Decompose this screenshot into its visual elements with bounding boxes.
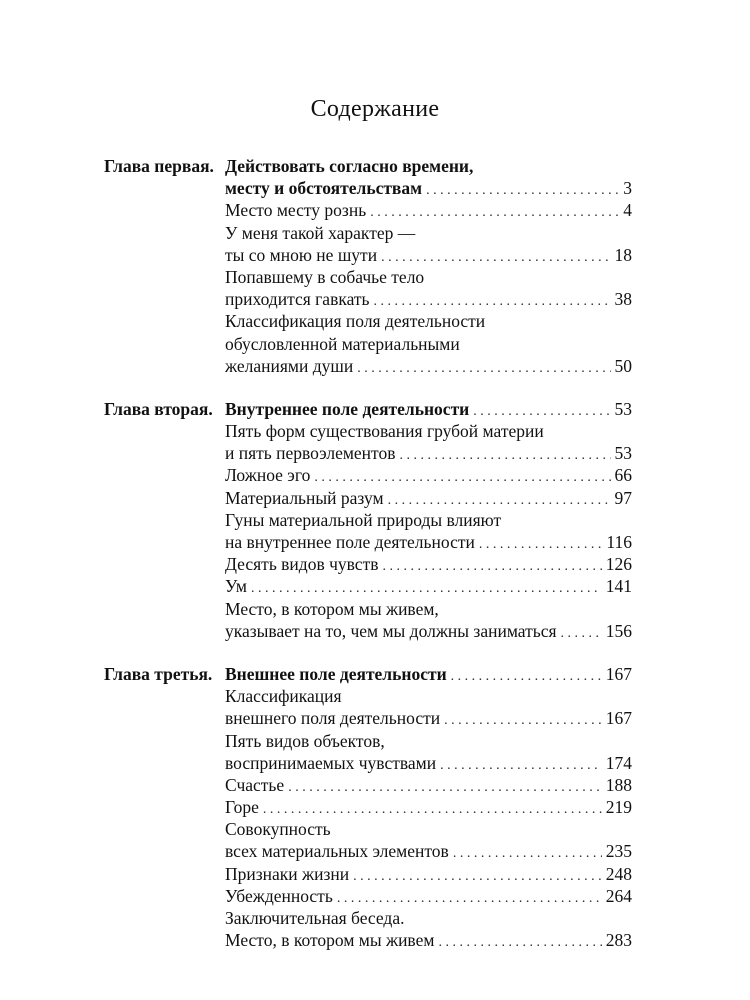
entry-title-line: желаниями души — [225, 355, 354, 376]
toc-line — [104, 730, 632, 752]
page-number: 66 — [614, 465, 632, 486]
toc-line — [104, 553, 632, 575]
chapter-heading-entry — [104, 398, 632, 420]
dot-leader — [353, 866, 602, 888]
entry-title-line: Внутреннее поле деятельности — [225, 398, 470, 419]
toc-line — [104, 487, 632, 509]
toc-line — [104, 575, 632, 597]
page-number: 264 — [605, 885, 632, 906]
toc-line — [104, 752, 632, 774]
toc-line — [104, 907, 632, 929]
dot-leader — [451, 666, 602, 688]
toc-entry — [104, 907, 632, 951]
page-number: 3 — [623, 178, 632, 199]
page-number: 156 — [605, 620, 632, 641]
toc-line — [104, 929, 632, 951]
dot-leader — [561, 623, 602, 645]
toc-entry — [104, 553, 632, 575]
toc-line — [104, 333, 632, 355]
dot-leader — [426, 180, 618, 202]
toc-entry — [104, 818, 632, 862]
toc-line — [104, 663, 632, 685]
toc-line — [104, 707, 632, 729]
page-number: 53 — [614, 398, 632, 419]
toc-line — [104, 620, 632, 642]
toc-entry — [104, 685, 632, 729]
entry-title-line: Место, в котором мы живем, — [225, 598, 439, 619]
toc-entry — [104, 266, 632, 310]
toc-line — [104, 598, 632, 620]
toc-line — [104, 420, 632, 442]
toc-line — [104, 199, 632, 221]
entry-title-line: внешнего поля деятельности — [225, 708, 441, 729]
toc-line — [104, 774, 632, 796]
dot-leader — [382, 556, 601, 578]
entry-title-line: Пять форм существования грубой материи — [225, 421, 544, 442]
entry-title-line: ты со мною не шути — [225, 244, 378, 265]
toc-line — [104, 818, 632, 840]
page-number: 167 — [605, 663, 632, 684]
toc-line — [104, 288, 632, 310]
page-number: 4 — [623, 200, 632, 221]
chapter-label: Глава третья. — [104, 663, 213, 684]
dot-leader — [357, 358, 610, 380]
toc-entry — [104, 774, 632, 796]
entry-title-line: Ум — [225, 576, 247, 597]
chapter-label: Глава вторая. — [104, 398, 213, 419]
entry-title-line: месту и обстоятельствам — [225, 178, 423, 199]
entry-title-line: Заключительная беседа. — [225, 908, 405, 928]
toc-line — [104, 509, 632, 531]
toc-entry — [104, 487, 632, 509]
toc-line — [104, 464, 632, 486]
toc-entry — [104, 509, 632, 553]
toc-line — [104, 863, 632, 885]
dot-leader — [453, 843, 602, 865]
entry-title-line: приходится гавкать — [225, 289, 370, 310]
dot-leader — [479, 534, 603, 556]
entry-title-line: обусловленной материальными — [225, 333, 460, 354]
toc-entry — [104, 885, 632, 907]
page-number: 116 — [606, 532, 632, 552]
toc-line — [104, 155, 632, 177]
dot-leader — [288, 777, 602, 799]
page-title: Содержание — [310, 96, 440, 122]
toc-entry — [104, 730, 632, 774]
page-number: 38 — [614, 289, 632, 310]
toc-entry — [104, 575, 632, 597]
toc-line — [104, 885, 632, 907]
page-number: 174 — [605, 752, 632, 773]
toc-line — [104, 177, 632, 199]
entry-title-line: Горе — [225, 797, 259, 818]
toc-line — [104, 442, 632, 464]
page-number: 126 — [605, 554, 632, 575]
page-number: 188 — [605, 774, 632, 795]
chapter-section — [104, 398, 632, 642]
entry-title-line: всех материальных элементов — [225, 841, 449, 862]
entry-title-line: Место, в котором мы живем — [225, 930, 435, 951]
entry-title-line: Классификация — [225, 686, 342, 707]
page-number: 18 — [614, 244, 632, 265]
page-number: 248 — [605, 863, 632, 884]
toc-entry — [104, 464, 632, 486]
chapter-heading-entry — [104, 663, 632, 685]
entry-title-line: Действовать согласно времени, — [225, 156, 474, 176]
entry-title-line: Счастье — [225, 774, 285, 795]
chapter-section — [104, 155, 632, 377]
entry-title-line: Материальный разум — [225, 487, 384, 508]
toc-entry — [104, 796, 632, 818]
toc-entry — [104, 310, 632, 377]
entry-title-line: Убежденность — [225, 885, 333, 906]
page-number: 283 — [605, 930, 632, 951]
toc-line — [104, 840, 632, 862]
toc-line — [104, 266, 632, 288]
toc-line — [104, 244, 632, 266]
toc-line — [104, 355, 632, 377]
dot-leader — [440, 755, 602, 777]
entry-title-line: У меня такой характер — — [225, 222, 416, 243]
chapter-label: Глава первая. — [104, 156, 214, 176]
page-number: 141 — [605, 576, 632, 597]
toc-line — [104, 796, 632, 818]
entry-title-line: на внутреннее поле деятельности — [225, 532, 475, 552]
entry-title-line: Место месту рознь — [225, 200, 367, 221]
page-number: 53 — [614, 443, 632, 464]
entry-title-line: воспринимаемых чувствами — [225, 752, 437, 773]
toc-entry — [104, 598, 632, 642]
toc-line — [104, 531, 632, 553]
chapter-section — [104, 663, 632, 951]
page-number: 50 — [614, 355, 632, 376]
dot-leader — [438, 932, 601, 954]
toc-entry — [104, 420, 632, 464]
dot-leader — [399, 445, 610, 467]
page-number: 97 — [614, 487, 632, 508]
entry-title-line: Внешнее поле деятельности — [225, 663, 447, 684]
dot-leader — [444, 710, 602, 732]
entry-title-line: Попавшему в собачье тело — [225, 266, 425, 287]
toc-entry — [104, 863, 632, 885]
toc-entry — [104, 222, 632, 266]
entry-title-line: и пять первоэлементов — [225, 443, 396, 464]
entry-title-line: Признаки жизни — [225, 863, 350, 884]
page-number: 219 — [605, 797, 632, 818]
entry-title-line: Совокупность — [225, 819, 331, 840]
entry-title-line: Десять видов чувств — [225, 554, 379, 575]
toc-entry — [104, 199, 632, 221]
toc-line — [104, 685, 632, 707]
page-number: 167 — [605, 708, 632, 729]
toc-line — [104, 398, 632, 420]
entry-title-line: Гуны материальной природы влияют — [225, 509, 502, 530]
entry-title-line: Пять видов объектов, — [225, 730, 385, 751]
table-of-contents — [104, 155, 632, 972]
entry-title-line: Классификация поля деятельности — [225, 311, 486, 332]
chapter-heading-entry — [104, 155, 632, 199]
entry-title-line: указывает на то, чем мы должны заниматься — [225, 620, 557, 641]
toc-line — [104, 310, 632, 332]
entry-title-line: Ложное эго — [225, 465, 311, 486]
page-number: 235 — [605, 841, 632, 862]
toc-line — [104, 222, 632, 244]
